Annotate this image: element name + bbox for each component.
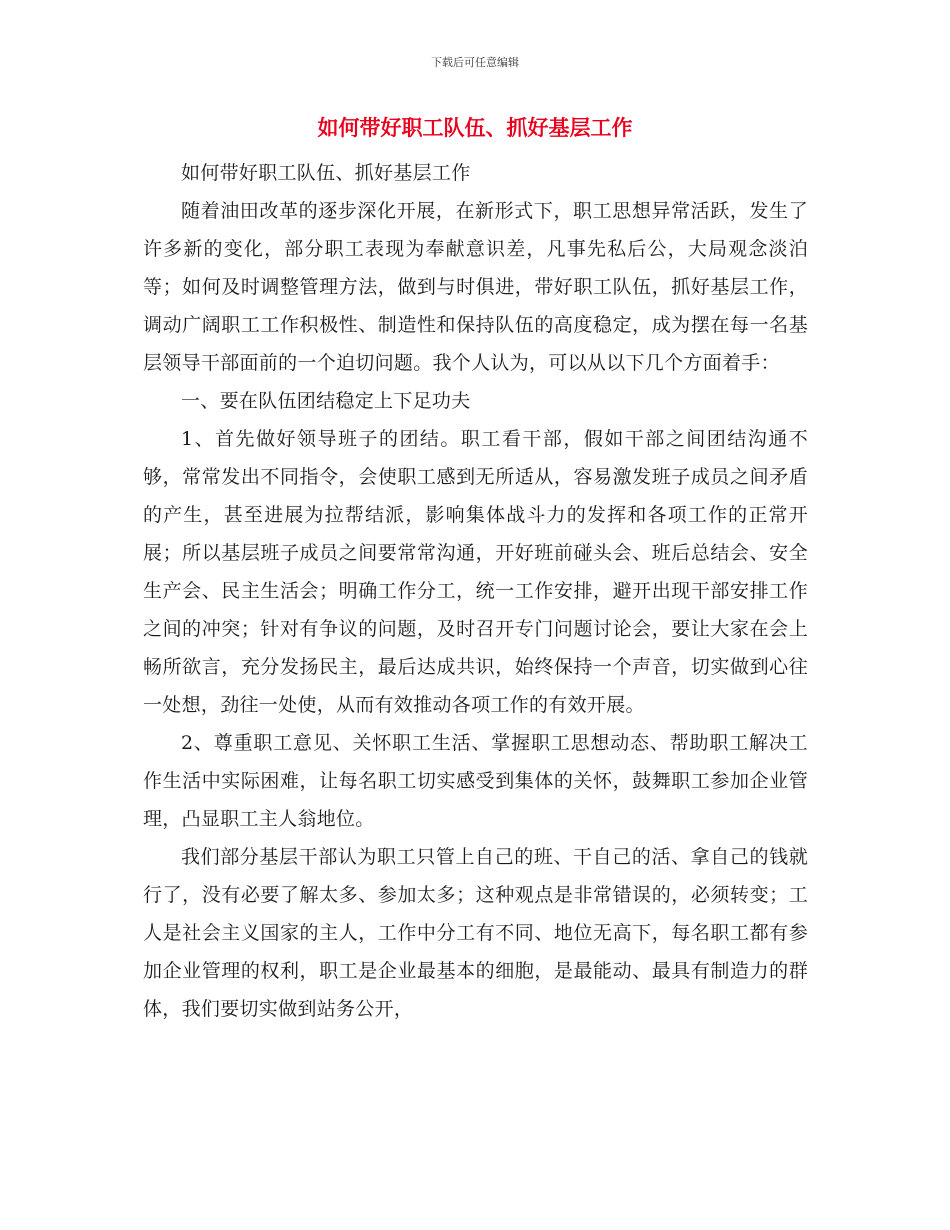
page-header-note: 下载后可任意编辑 — [431, 56, 519, 69]
paragraph-point-2: 2、尊重职工意见、关怀职工生活、掌握职工思想动态、帮助职工解决工作生活中实际困难，让每名职工切实感受到集体的关怀，鼓舞职工参加企业管理，凸显职工主人翁地位。 — [143, 732, 808, 830]
paragraph-subtitle: 如何带好职工队伍、抓好基层工作 — [181, 162, 471, 184]
paragraph-point-1: 1、首先做好领导班子的团结。职工看干部，假如干部之间团结沟通不够，常常发出不同指令，会使职工感到无所适从，容易激发班子成员之间矛盾的产生，甚至进展为拉帮结派，影响集体战斗力的发挥和各项工作的正常开展；所以基层班子成员之间要常常沟通，开好班前碰头会、班后总结会、安全生产会、民主生活会；明确工作分工，统一工作安排，避开出现干部安排工作之间的冲突；针对有争议的问题，及时召开专门问题讨论会，要让大家在会上畅所欲言，充分发扬民主，最后达成共识，始终保持一个声音，切实做到心往一处想，劲往一处使，从而有效推动各项工作的有效开展。 — [143, 428, 808, 716]
paragraph-intro: 随着油田改革的逐步深化开展，在新形式下，职工思想异常活跃，发生了许多新的变化，部分职工表现为奉献意识差，凡事先私后公，大局观念淡泊等；如何及时调整管理方法，做到与时俱进，带好职工队伍，抓好基层工作，调动广阔职工工作积极性、制造性和保持队伍的高度稳定，成为摆在每一名基层领导干部面前的一个迫切问题。我个人认为，可以从以下几个方面着手： — [143, 200, 808, 374]
paragraph-section-heading: 一、要在队伍团结稳定上下足功夫 — [181, 390, 471, 412]
paragraph-discussion: 我们部分基层干部认为职工只管上自己的班、干自己的活、拿自己的钱就行了，没有必要了解太多、参加太多；这种观点是非常错误的，必须转变；工人是社会主义国家的主人，工作中分工有不同、地位无高下，每名职工都有参加企业管理的权利，职工是企业最基本的细胞，是最能动、最具有制造力的群体，我们要切实做到站务公开， — [143, 846, 808, 1020]
document-title: 如何带好职工队伍、抓好基层工作 — [317, 116, 633, 140]
document-body — [143, 154, 808, 1028]
